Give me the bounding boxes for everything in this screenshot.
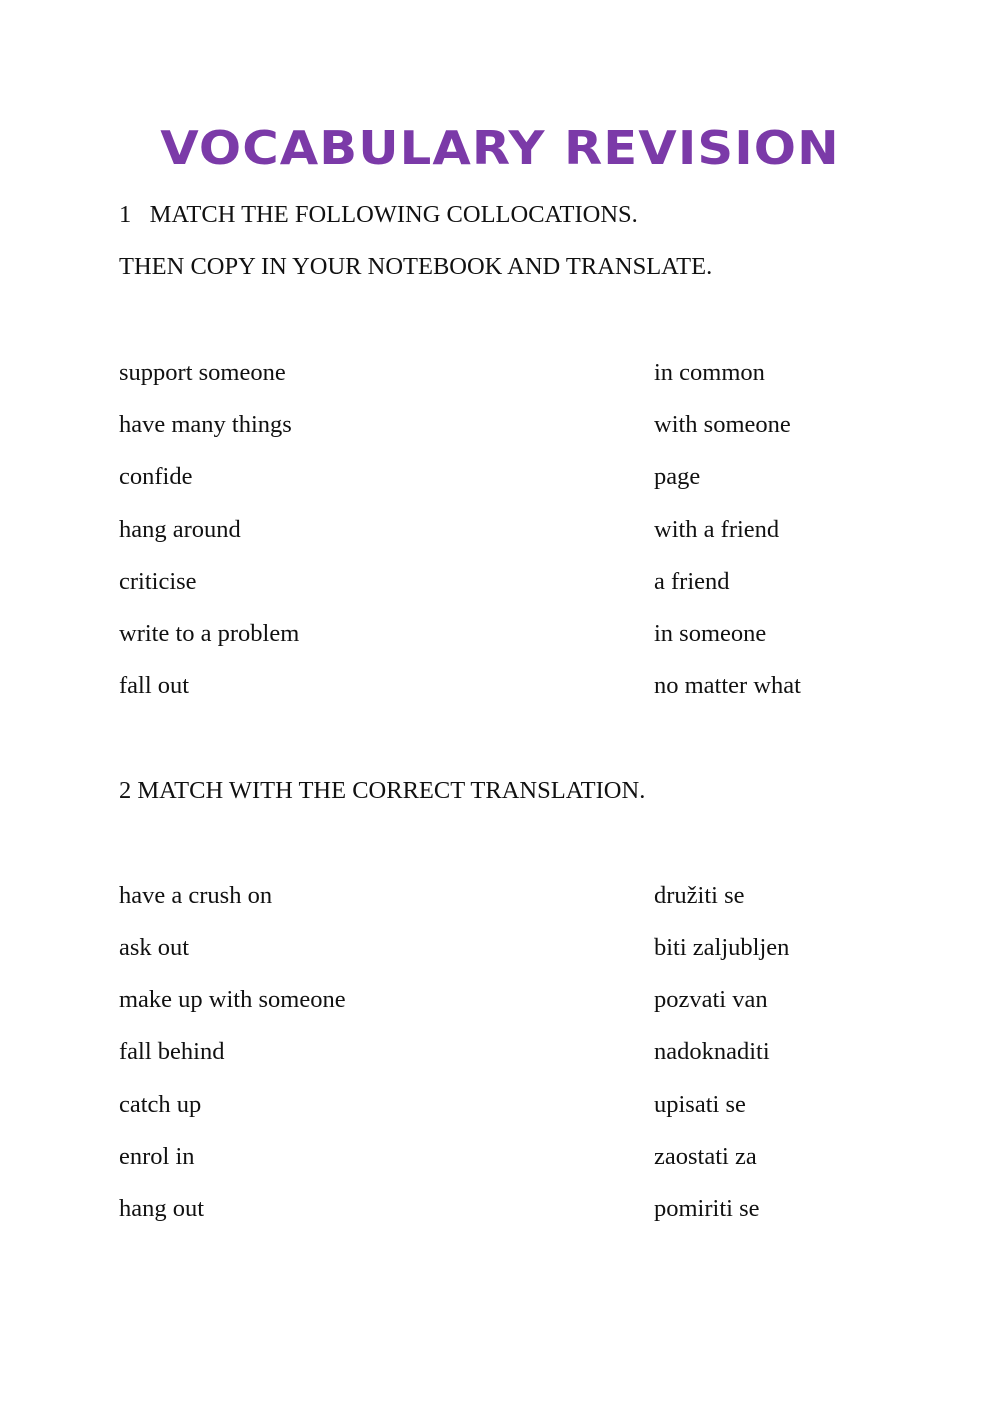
phrase-left-7: hang out	[119, 1195, 205, 1222]
translation-right-2: biti zaljubljen	[654, 934, 790, 961]
translation-right-5: upisati se	[654, 1091, 746, 1118]
collocation-right-5: a friend	[654, 568, 730, 595]
translation-right-1: družiti se	[654, 882, 745, 909]
collocation-left-1: support someone	[119, 359, 286, 386]
collocation-left-3: confide	[119, 463, 193, 490]
translation-right-4: nadoknaditi	[654, 1038, 770, 1065]
collocation-left-5: criticise	[119, 568, 197, 595]
phrase-left-3: make up with someone	[119, 986, 346, 1013]
collocation-left-2: have many things	[119, 411, 292, 438]
collocation-right-1: in common	[654, 359, 765, 386]
phrase-left-6: enrol in	[119, 1143, 195, 1170]
translation-right-3: pozvati van	[654, 986, 768, 1013]
phrase-left-4: fall behind	[119, 1038, 225, 1065]
collocation-right-4: with a friend	[654, 516, 780, 543]
translation-right-6: zaostati za	[654, 1143, 757, 1170]
collocation-left-4: hang around	[119, 516, 241, 543]
collocation-right-2: with someone	[654, 411, 791, 438]
collocation-left-6: write to a problem	[119, 620, 300, 647]
section1-heading-line2: THEN COPY IN YOUR NOTEBOOK AND TRANSLATE.	[119, 253, 713, 280]
phrase-left-1: have a crush on	[119, 882, 273, 909]
collocation-right-7: no matter what	[654, 672, 801, 699]
phrase-left-5: catch up	[119, 1091, 202, 1118]
collocation-right-6: in someone	[654, 620, 767, 647]
section2-heading: 2 MATCH WITH THE CORRECT TRANSLATION.	[119, 777, 646, 804]
collocation-right-3: page	[654, 463, 701, 490]
page-title: VOCABULARY REVISION	[160, 121, 840, 175]
section1-heading-line1: 1 MATCH THE FOLLOWING COLLOCATIONS.	[119, 201, 638, 228]
collocation-left-7: fall out	[119, 672, 190, 699]
phrase-left-2: ask out	[119, 934, 190, 961]
translation-right-7: pomiriti se	[654, 1195, 760, 1222]
